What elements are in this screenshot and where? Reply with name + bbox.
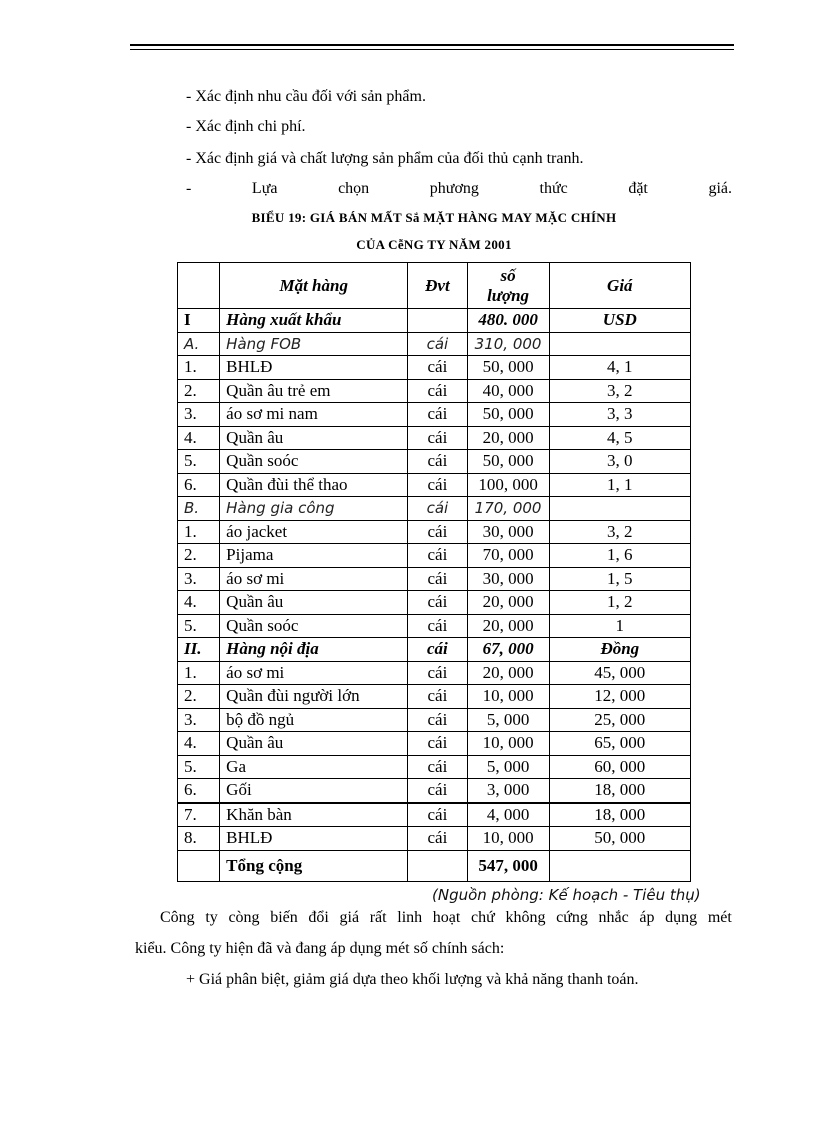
row-quantity: 67, 000 xyxy=(467,638,549,662)
row-item: Hàng nội địa xyxy=(220,638,408,662)
word: - xyxy=(186,180,192,197)
word: dụng xyxy=(665,909,698,926)
row-item: áo jacket xyxy=(220,520,408,544)
row-price xyxy=(549,850,690,881)
row-unit: cái xyxy=(408,473,467,497)
word: Lựa xyxy=(251,180,278,197)
row-unit: cái xyxy=(408,638,467,662)
row-quantity: 10, 000 xyxy=(467,732,549,756)
row-index: 8. xyxy=(178,827,220,851)
word: giá. xyxy=(708,180,732,197)
row-index: I xyxy=(178,309,220,333)
row-unit: cái xyxy=(408,379,467,403)
table-row xyxy=(178,685,691,709)
row-quantity: 5, 000 xyxy=(467,755,549,779)
header-unit: Đvt xyxy=(408,263,467,309)
row-index: 3. xyxy=(178,567,220,591)
word: nhắc xyxy=(598,909,629,926)
table-row xyxy=(178,567,691,591)
row-item: Khăn bàn xyxy=(220,803,408,827)
row-index: 3. xyxy=(178,403,220,427)
row-item: Quần đùi thể thao xyxy=(220,473,408,497)
table-row xyxy=(178,661,691,685)
row-item: Ga xyxy=(220,755,408,779)
row-unit xyxy=(408,850,467,881)
word: thức xyxy=(539,180,568,197)
row-item: Hàng xuất khẩu xyxy=(220,309,408,333)
row-item: BHLĐ xyxy=(220,827,408,851)
row-quantity: 40, 000 xyxy=(467,379,549,403)
row-price: 3, 2 xyxy=(549,379,690,403)
row-index: 1. xyxy=(178,356,220,380)
row-index: 4. xyxy=(178,591,220,615)
row-index: 6. xyxy=(178,779,220,803)
row-unit: cái xyxy=(408,803,467,827)
row-price: 1, 5 xyxy=(549,567,690,591)
header-rule-thin xyxy=(130,49,734,50)
word: Công xyxy=(160,909,195,926)
table-row xyxy=(178,803,691,827)
table-row xyxy=(178,591,691,615)
header-quantity-line-2: lượng xyxy=(487,285,530,305)
row-price xyxy=(549,497,690,521)
row-price: 1 xyxy=(549,614,690,638)
table-row xyxy=(178,827,691,851)
row-price: 18, 000 xyxy=(549,779,690,803)
word: đổi xyxy=(308,909,329,926)
table-row xyxy=(178,450,691,474)
word: cứng xyxy=(556,909,588,926)
row-unit: cái xyxy=(408,591,467,615)
row-price: 65, 000 xyxy=(549,732,690,756)
word: giá xyxy=(339,909,360,926)
source-note: (Nguồn phòng: Kế hoạch - Tiêu thụ) xyxy=(432,886,701,904)
row-index: 4. xyxy=(178,732,220,756)
bullet-line-1: - Xác định nhu cầu đối với sản phẩm. xyxy=(186,88,426,105)
table-row xyxy=(178,497,691,521)
row-index: 5. xyxy=(178,450,220,474)
row-quantity: 50, 000 xyxy=(467,403,549,427)
row-index xyxy=(178,850,220,881)
word: rất xyxy=(369,909,387,926)
row-price: 25, 000 xyxy=(549,708,690,732)
row-index: 6. xyxy=(178,473,220,497)
row-unit: cái xyxy=(408,567,467,591)
table-total-row xyxy=(178,850,691,881)
row-index: A. xyxy=(178,332,220,356)
table-row xyxy=(178,544,691,568)
row-item: Quần âu xyxy=(220,591,408,615)
row-unit: cái xyxy=(408,332,467,356)
row-price xyxy=(549,332,690,356)
row-quantity: 310, 000 xyxy=(467,332,549,356)
table-row xyxy=(178,426,691,450)
table-caption-line-2: CỦA CễNG TY NĂM 2001 xyxy=(356,237,512,252)
row-unit: cái xyxy=(408,544,467,568)
paragraph-1-line-2: kiểu. Công ty hiện đã và đang áp dụng mét số chính sách: xyxy=(135,940,505,957)
row-unit: cái xyxy=(408,708,467,732)
row-quantity: 10, 000 xyxy=(467,827,549,851)
row-item: Quần âu xyxy=(220,732,408,756)
row-item: áo sơ mi xyxy=(220,661,408,685)
word: chứ xyxy=(471,909,495,926)
row-quantity: 4, 000 xyxy=(467,803,549,827)
row-quantity: 20, 000 xyxy=(467,661,549,685)
word: chọn xyxy=(338,180,370,197)
row-quantity: 547, 000 xyxy=(467,850,549,881)
row-quantity: 70, 000 xyxy=(467,544,549,568)
row-unit: cái xyxy=(408,497,467,521)
table-row xyxy=(178,732,691,756)
row-price: 45, 000 xyxy=(549,661,690,685)
row-price: 4, 5 xyxy=(549,426,690,450)
table-row xyxy=(178,614,691,638)
row-item: áo sơ mi xyxy=(220,567,408,591)
row-price: 4, 1 xyxy=(549,356,690,380)
table-row xyxy=(178,520,691,544)
row-index: 5. xyxy=(178,614,220,638)
table-row xyxy=(178,779,691,803)
table-row xyxy=(178,356,691,380)
row-index: 3. xyxy=(178,708,220,732)
word: biến xyxy=(270,909,298,926)
row-unit: cái xyxy=(408,426,467,450)
word: áp xyxy=(639,909,655,926)
row-item: áo sơ mi nam xyxy=(220,403,408,427)
row-price: 12, 000 xyxy=(549,685,690,709)
row-quantity: 480. 000 xyxy=(467,309,549,333)
row-item: Quần soóc xyxy=(220,614,408,638)
row-price: USD xyxy=(549,309,690,333)
paragraph-1-line-1 xyxy=(160,909,732,927)
bullet-line-3: - Xác định giá và chất lượng sản phẩm của đối thủ cạnh tranh. xyxy=(186,150,584,167)
row-quantity: 10, 000 xyxy=(467,685,549,709)
bullet-line-4 xyxy=(186,180,732,198)
row-index: 2. xyxy=(178,379,220,403)
row-price: Đồng xyxy=(549,638,690,662)
row-item: Quần đùi người lớn xyxy=(220,685,408,709)
row-item: Quần soóc xyxy=(220,450,408,474)
bullet-line-2: - Xác định chi phí. xyxy=(186,118,306,135)
row-quantity: 50, 000 xyxy=(467,450,549,474)
header-rule-thick xyxy=(130,44,734,46)
word: đặt xyxy=(628,180,648,197)
table-row xyxy=(178,473,691,497)
row-unit: cái xyxy=(408,827,467,851)
row-unit: cái xyxy=(408,755,467,779)
row-quantity: 20, 000 xyxy=(467,426,549,450)
row-unit: cái xyxy=(408,685,467,709)
row-item: Tổng cộng xyxy=(220,850,408,881)
row-quantity: 20, 000 xyxy=(467,591,549,615)
row-unit: cái xyxy=(408,732,467,756)
word: linh xyxy=(397,909,423,926)
row-index: 1. xyxy=(178,661,220,685)
row-price: 1, 1 xyxy=(549,473,690,497)
row-unit xyxy=(408,309,467,333)
table-row xyxy=(178,403,691,427)
row-quantity: 50, 000 xyxy=(467,356,549,380)
row-item: Quần âu xyxy=(220,426,408,450)
row-index: II. xyxy=(178,638,220,662)
table-row xyxy=(178,638,691,662)
header-item: Mặt hàng xyxy=(220,263,408,309)
row-price: 1, 2 xyxy=(549,591,690,615)
row-quantity: 3, 000 xyxy=(467,779,549,803)
word: không xyxy=(505,909,546,926)
header-quantity xyxy=(467,263,549,309)
row-item: Gối xyxy=(220,779,408,803)
header-price: Giá xyxy=(549,263,690,309)
table-row xyxy=(178,309,691,333)
row-price: 60, 000 xyxy=(549,755,690,779)
row-index: 2. xyxy=(178,544,220,568)
price-table xyxy=(177,262,691,882)
row-quantity: 30, 000 xyxy=(467,520,549,544)
row-price: 3, 2 xyxy=(549,520,690,544)
row-quantity: 30, 000 xyxy=(467,567,549,591)
row-price: 3, 0 xyxy=(549,450,690,474)
header-quantity-line-1: số xyxy=(500,265,516,285)
row-quantity: 170, 000 xyxy=(467,497,549,521)
table-row xyxy=(178,379,691,403)
paragraph-2: + Giá phân biệt, giảm giá dựa theo khối lượng và khả năng thanh toán. xyxy=(186,971,639,988)
table-row xyxy=(178,708,691,732)
row-price: 3, 3 xyxy=(549,403,690,427)
row-price: 50, 000 xyxy=(549,827,690,851)
row-unit: cái xyxy=(408,356,467,380)
row-item: BHLĐ xyxy=(220,356,408,380)
row-index: 1. xyxy=(178,520,220,544)
row-quantity: 20, 000 xyxy=(467,614,549,638)
row-item: Pijama xyxy=(220,544,408,568)
row-quantity: 100, 000 xyxy=(467,473,549,497)
word: hoạt xyxy=(432,909,461,926)
row-unit: cái xyxy=(408,520,467,544)
word: còng xyxy=(228,909,260,926)
row-index: 4. xyxy=(178,426,220,450)
word: mét xyxy=(707,909,732,926)
row-price: 1, 6 xyxy=(549,544,690,568)
row-item: Quần âu trẻ em xyxy=(220,379,408,403)
row-price: 18, 000 xyxy=(549,803,690,827)
header-index xyxy=(178,263,220,309)
row-item: Hàng FOB xyxy=(220,332,408,356)
row-index: 5. xyxy=(178,755,220,779)
table-row xyxy=(178,332,691,356)
row-index: B. xyxy=(178,497,220,521)
row-index: 7. xyxy=(178,803,220,827)
row-unit: cái xyxy=(408,661,467,685)
row-index: 2. xyxy=(178,685,220,709)
table-header-row xyxy=(178,263,691,309)
row-unit: cái xyxy=(408,403,467,427)
row-quantity: 5, 000 xyxy=(467,708,549,732)
row-unit: cái xyxy=(408,779,467,803)
row-unit: cái xyxy=(408,614,467,638)
word: ty xyxy=(205,909,218,926)
row-item: bộ đồ ngủ xyxy=(220,708,408,732)
word: phương xyxy=(429,180,479,197)
row-unit: cái xyxy=(408,450,467,474)
row-item: Hàng gia công xyxy=(220,497,408,521)
table-row xyxy=(178,755,691,779)
table-caption-line-1: BIỂU 19: GIÁ BÁN MẤT Sắ MẶT HÀNG MAY MẶC CHÍNH xyxy=(251,210,617,225)
